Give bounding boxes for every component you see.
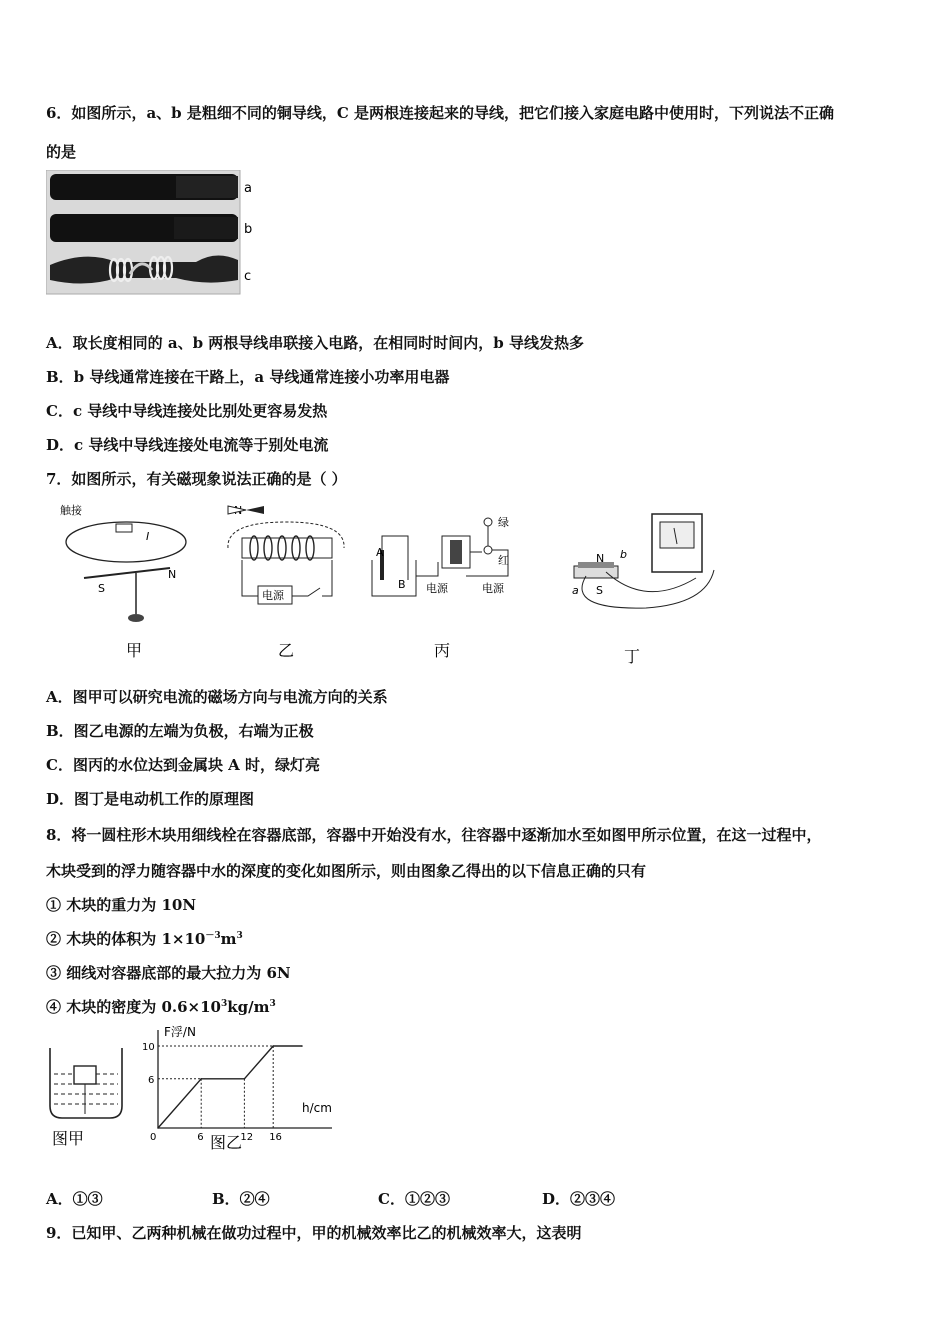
fig-jia [60, 503, 186, 622]
ding-n-label: N [596, 552, 605, 565]
q8-option-c: C．①②③ [378, 1190, 450, 1208]
q8-statement-4: ④ 木块的密度为 $0.6\times 10^3kg/m^3$ [46, 998, 276, 1016]
caption-jia: 甲 [126, 641, 143, 660]
q8-fig-jia-caption: 图甲 [52, 1129, 85, 1148]
q6-option-a: A．取长度相同的 a、b 两根导线串联接入电路，在相同时时间内，b 导线发热多 [46, 334, 585, 352]
caption-bing: 丙 [434, 641, 451, 660]
q6-option-c: C．c 导线中导线连接处比别处更容易发热 [46, 402, 328, 420]
bing-a-label: A [376, 546, 384, 559]
q6-label-a: a [244, 181, 252, 196]
x-tick-16: 16 [269, 1132, 282, 1143]
caption-yi: 乙 [278, 641, 295, 660]
data-point-3 [272, 1045, 274, 1047]
jia-touch-label: 触接 [60, 504, 82, 517]
q7-figures [46, 500, 726, 670]
q8-option-d: D．②③④ [542, 1190, 616, 1208]
q6-stem-line2: 的是 [46, 143, 77, 161]
fig-yi [228, 504, 344, 604]
q7-stem: 7．如图所示，有关磁现象说法正确的是（ ） [46, 470, 347, 488]
ding-b-label: b [620, 548, 627, 561]
x-axis-label: h/cm [302, 1101, 332, 1115]
bing-b-label: B [398, 578, 406, 591]
x-tick-12: 12 [240, 1132, 254, 1143]
q7-option-d: D．图丁是电动机工作的原理图 [46, 790, 255, 808]
data-point-2 [244, 1078, 246, 1080]
q9-stem: 9．已知甲、乙两种机械在做功过程中，甲的机械效率比乙的机械效率大，这表明 [46, 1224, 582, 1242]
q8-stem-line1: 8．将一圆柱形木块用细线栓在容器底部，容器中开始没有水，往容器中逐渐加水至如图甲所示位置，在这一过程中， [46, 826, 822, 844]
series-line [158, 1046, 302, 1128]
q6-label-b: b [244, 222, 253, 237]
q8-buoyancy-chart [140, 1020, 350, 1160]
bing-green-label: 绿 [498, 516, 509, 529]
fig-bing [372, 516, 509, 596]
q8-statement-3: ③ 细线对容器底部的最大拉力为 6N [46, 964, 291, 982]
q8-stem-line2: 木块受到的浮力随容器中水的深度的变化如图所示，则由图象乙得出的以下信息正确的只有 [46, 862, 647, 880]
q8-container-figure [46, 1044, 132, 1154]
jia-n-label: N [168, 568, 177, 581]
y-axis-label: F浮/N [164, 1025, 196, 1039]
q7-option-a: A．图甲可以研究电流的磁场方向与电流方向的关系 [46, 688, 388, 706]
q6-wire-photo [46, 170, 256, 295]
data-point-0 [157, 1127, 159, 1129]
q6-option-d: D．c 导线中导线连接处电流等于别处电流 [46, 436, 329, 454]
y-tick-10: 10 [142, 1042, 155, 1053]
q6-label-c: c [244, 269, 252, 284]
bing-source1-label: 电源 [426, 582, 448, 595]
q8-statement-1: ① 木块的重力为 10N [46, 896, 197, 914]
q6-option-b: B．b 导线通常连接在干路上，a 导线通常连接小功率用电器 [46, 368, 450, 386]
x-tick-0: 0 [150, 1132, 157, 1143]
jia-current-label: I [146, 530, 150, 543]
fig-ding [572, 514, 714, 608]
q8-option-a: A．①③ [46, 1190, 103, 1208]
ding-a-label: a [572, 584, 579, 597]
q7-option-c: C．图丙的水位达到金属块 A 时，绿灯亮 [46, 756, 321, 774]
caption-ding: 丁 [624, 647, 641, 666]
y-tick-6: 6 [148, 1074, 155, 1086]
yi-source-label: 电源 [262, 589, 284, 602]
q7-option-b: B．图乙电源的左端为负极，右端为正极 [46, 722, 314, 740]
data-point-1 [200, 1078, 202, 1080]
q8-option-b: B．②④ [212, 1190, 270, 1208]
bing-source2-label: 电源 [482, 582, 504, 595]
q8-statement-2: ② 木块的体积为 $1\times 10^{-3}m^3$ [46, 930, 243, 948]
data-point-4 [301, 1045, 303, 1047]
ding-s-label: S [596, 584, 603, 597]
x-tick-6: 6 [197, 1132, 204, 1143]
q6-stem-line1: 6．如图所示，a、b 是粗细不同的铜导线，C 是两根连接起来的导线，把它们接入家庭电路中使用时，下列说法不正确 [46, 104, 835, 122]
jia-s-label: S [98, 582, 105, 595]
q8-fig-yi-caption: 图乙 [210, 1133, 243, 1152]
bing-red-label: 红 [498, 554, 509, 567]
